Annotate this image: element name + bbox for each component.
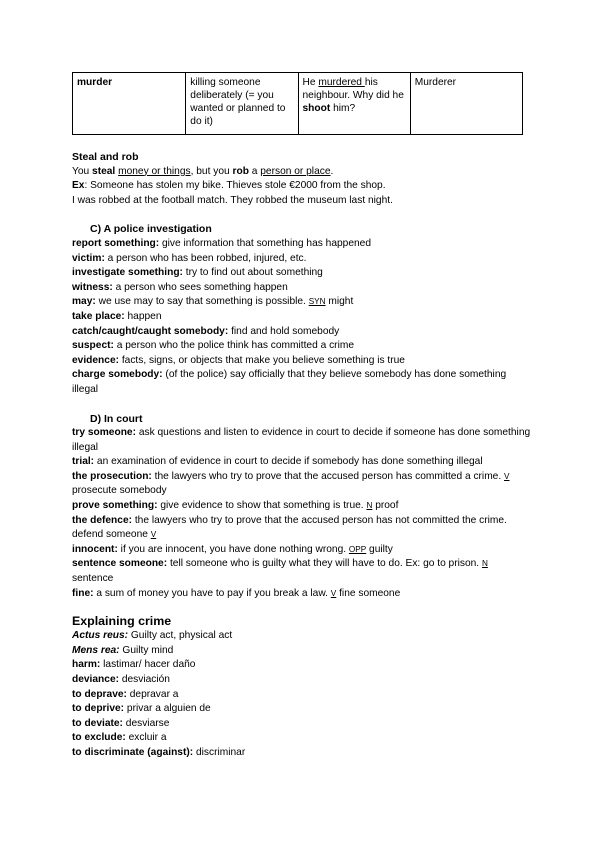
list-item: to deprave: depravar a <box>72 688 179 700</box>
list-item: suspect: a person who the police think has committed a crime <box>72 340 354 352</box>
list-item: try someone: ask questions and listen to evidence in court to decide if someone has done something illegal <box>72 427 531 453</box>
steal-rob-heading: Steal and rob <box>72 151 139 163</box>
definition-cell: killing someone deliberately (= you wanted or planned to do it) <box>186 73 298 135</box>
list-item: deviance: desviación <box>72 674 170 685</box>
opp-tag: OPP <box>348 544 367 554</box>
document-body <box>72 150 532 761</box>
verb-tag: V <box>330 588 337 598</box>
list-item: investigate something: try to find out about something <box>72 267 323 279</box>
rob-example-line: I was robbed at the football match. They robbed the museum last night. <box>72 194 393 206</box>
list-item: witness: a person who sees something happen <box>72 281 288 293</box>
list-item: to exclude: excluir a <box>72 732 167 744</box>
explaining-crime-heading: Explaining crime <box>72 614 172 629</box>
list-item: evidence: facts, signs, or objects that make you believe something is true <box>72 354 405 366</box>
steal-example-line: Ex: Someone has stolen my bike. Thieves stole €2000 from the shop. <box>72 180 386 192</box>
list-item: the defence: the lawyers who try to prove that the accused person has not committed the crime. defend someone V <box>72 514 507 541</box>
list-item: sentence someone: tell someone who is guilty what they will have to do. Ex: go to prison. N sentence <box>72 558 488 585</box>
verb-tag: V <box>150 530 157 540</box>
court-list <box>72 426 532 601</box>
list-item: the prosecution: the lawyers who try to prove that the accused person has committed a crime. V prosecute somebody <box>72 470 510 497</box>
list-item: Actus reus: Guilty act, physical act <box>72 630 233 642</box>
steal-rob-line: You steal money or things, but you rob a person or place. <box>72 165 334 177</box>
police-list <box>72 237 532 398</box>
crime-list <box>72 629 532 760</box>
list-item: may: we use may to say that something is possible. SYN might <box>72 296 354 308</box>
list-item: to deprive: privar a alguien de <box>72 703 211 715</box>
in-court-heading: D) In court <box>90 412 143 425</box>
list-item: to discriminate (against): discriminar <box>72 746 246 758</box>
list-item: report something: give information that something has happened <box>72 237 371 249</box>
list-item: prove something: give evidence to show that something is true. N proof <box>72 500 399 512</box>
syn-tag: SYN <box>308 297 326 307</box>
table-row <box>73 73 523 135</box>
noun-tag: N <box>481 559 488 569</box>
verb-tag: V <box>504 471 510 481</box>
list-item: fine: a sum of money you have to pay if you break a law. V fine someone <box>72 587 401 599</box>
word-cell <box>73 73 186 135</box>
vocabulary-table <box>72 72 523 135</box>
list-item: catch/caught/caught somebody: find and hold somebody <box>72 325 340 337</box>
list-item: trial: an examination of evidence in court to decide if somebody has done something illegal <box>72 456 483 468</box>
list-item: victim: a person who has been robbed, injured, etc. <box>72 252 307 264</box>
noun-cell: Murderer <box>410 73 522 135</box>
police-investigation-heading: C) A police investigation <box>90 223 212 236</box>
list-item: to deviate: desviarse <box>72 717 170 729</box>
list-item: Mens rea: Guilty mind <box>72 644 174 656</box>
example-cell: He murdered his neighbour. Why did he shoot him? <box>298 73 410 135</box>
word: murder <box>77 77 113 88</box>
noun-tag: N <box>366 501 373 511</box>
list-item: charge somebody: (of the police) say officially that they believe somebody has done something illegal <box>72 369 507 395</box>
list-item: harm: lastimar/ hacer daño <box>72 659 196 671</box>
list-item: take place: happen <box>72 310 162 322</box>
list-item: innocent: if you are innocent, you have done nothing wrong. OPP guilty <box>72 543 393 555</box>
